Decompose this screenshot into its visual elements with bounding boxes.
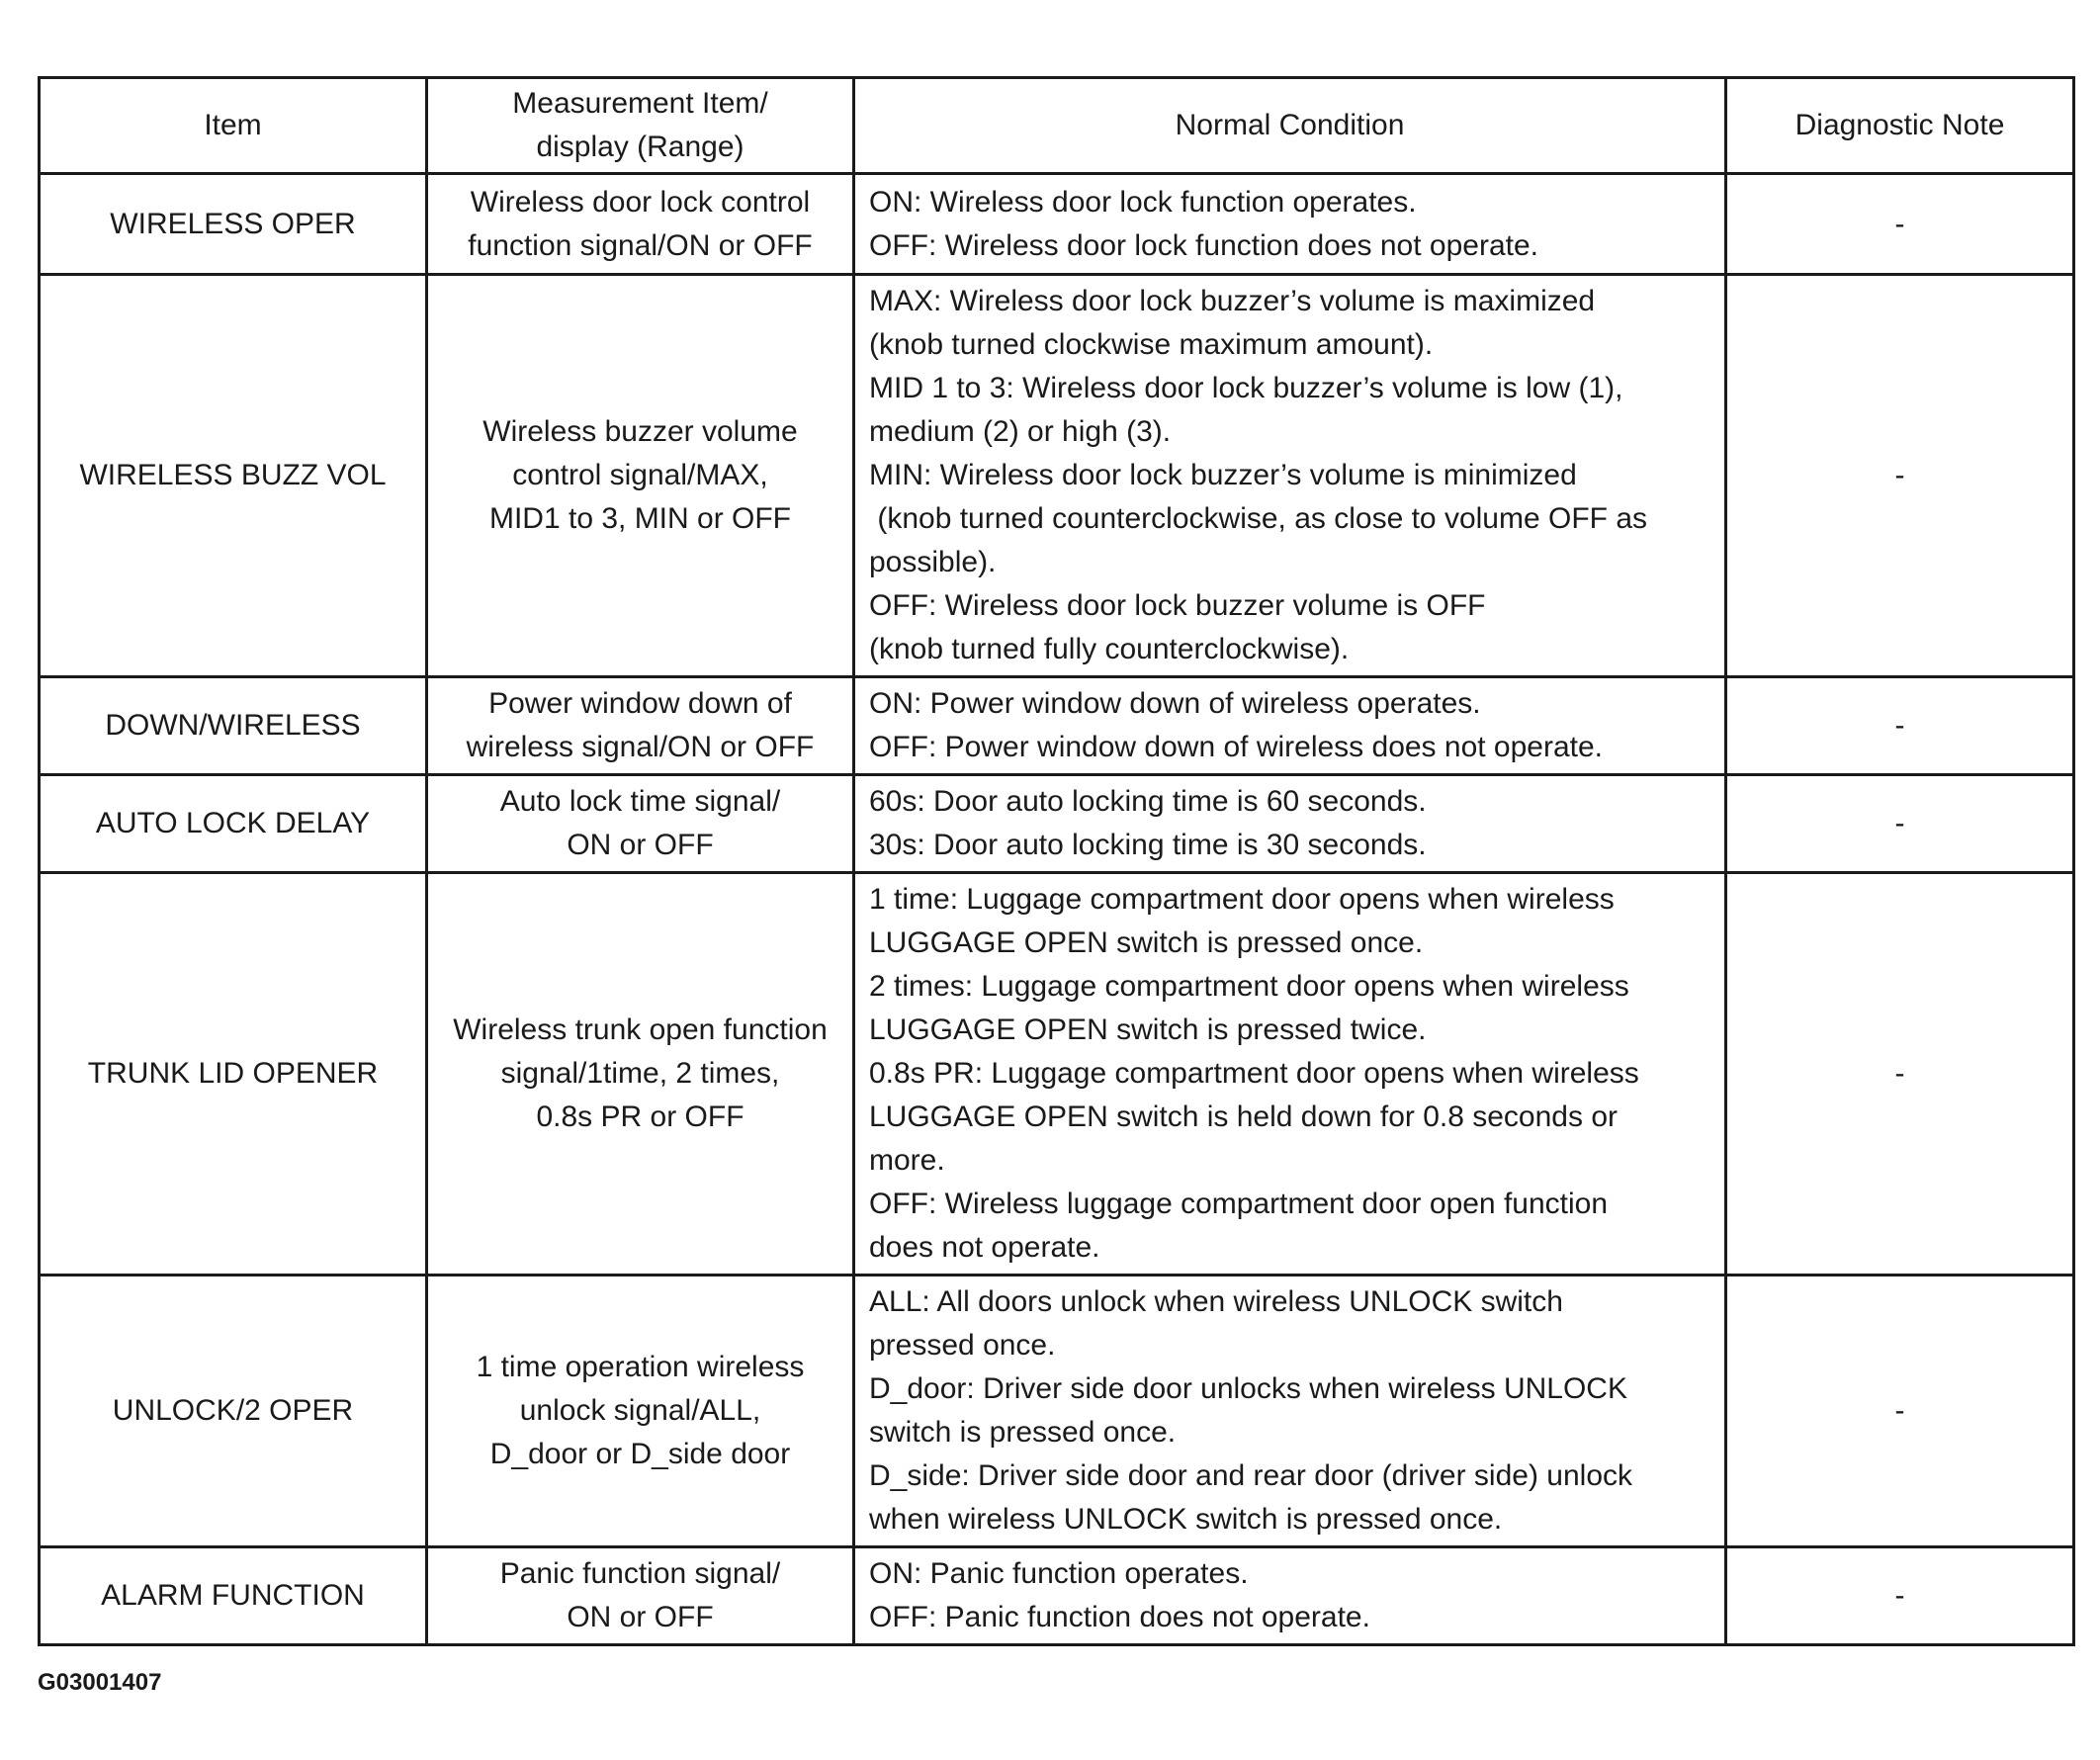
condition-line: 0.8s PR: Luggage compartment door opens when wireless: [869, 1057, 1639, 1090]
condition-line: 30s: Door auto locking time is 30 seconds.: [869, 829, 1427, 861]
condition-line: MID 1 to 3: Wireless door lock buzzer’s volume is low (1),: [869, 372, 1623, 404]
measurement-line: unlock signal/ALL,: [519, 1394, 761, 1427]
table-row: [40, 1276, 2074, 1547]
table-row: [40, 775, 2074, 873]
header-measurement: [427, 78, 854, 174]
spec-table-container: [38, 76, 2072, 1646]
cell-measurement: [427, 873, 854, 1276]
measurement-line: MID1 to 3, MIN or OFF: [488, 502, 792, 535]
cell-measurement: [427, 275, 854, 677]
cell-item: WIRELESS OPER: [40, 174, 427, 275]
cell-diagnostic-note: -: [1726, 275, 2074, 677]
cell-measurement: [427, 1547, 854, 1645]
condition-line: ON: Power window down of wireless operates.: [869, 687, 1481, 720]
header-condition: Normal Condition: [854, 78, 1726, 174]
condition-line: MIN: Wireless door lock buzzer’s volume is minimized: [869, 459, 1577, 491]
cell-item: AUTO LOCK DELAY: [40, 775, 427, 873]
measurement-line: Power window down of: [488, 687, 792, 720]
header-note: Diagnostic Note: [1726, 78, 2074, 174]
condition-line: ON: Wireless door lock function operates.: [869, 185, 1417, 219]
condition-line: more.: [869, 1144, 945, 1177]
measurement-line: Panic function signal/: [499, 1557, 781, 1590]
measurement-line: 0.8s PR or OFF: [536, 1100, 744, 1133]
condition-line: OFF: Wireless door lock buzzer volume is OFF: [869, 589, 1486, 622]
condition-line: 1 time: Luggage compartment door opens when wireless: [869, 883, 1615, 916]
measurement-line: Wireless trunk open function: [453, 1013, 828, 1046]
cell-item: UNLOCK/2 OPER: [40, 1276, 427, 1547]
table-row: [40, 174, 2074, 275]
header-measurement-line: Measurement Item/: [512, 87, 768, 120]
cell-item: ALARM FUNCTION: [40, 1547, 427, 1645]
cell-diagnostic-note: -: [1726, 174, 2074, 275]
cell-diagnostic-note: -: [1726, 1547, 2074, 1645]
condition-line: OFF: Panic function does not operate.: [869, 1601, 1370, 1633]
condition-line: D_door: Driver side door unlocks when wireless UNLOCK: [869, 1372, 1627, 1405]
measurement-line: function signal/ON or OFF: [468, 228, 813, 262]
table-row: [40, 677, 2074, 775]
cell-condition: [854, 1547, 1726, 1645]
condition-line: ALL: All doors unlock when wireless UNLOCK switch: [869, 1285, 1563, 1318]
condition-line: pressed once.: [869, 1329, 1056, 1362]
cell-measurement: [427, 677, 854, 775]
condition-line: D_side: Driver side door and rear door (driver side) unlock: [869, 1459, 1633, 1492]
cell-diagnostic-note: -: [1726, 775, 2074, 873]
measurement-line: Wireless door lock control: [470, 185, 811, 219]
measurement-line: D_door or D_side door: [489, 1438, 791, 1470]
measurement-line: ON or OFF: [567, 829, 714, 861]
measurement-line: Auto lock time signal/: [499, 785, 781, 818]
condition-line: (knob turned counterclockwise, as close to volume OFF as: [869, 502, 1648, 535]
figure-id: G03001407: [38, 1669, 162, 1696]
condition-line: MAX: Wireless door lock buzzer’s volume is maximized: [869, 285, 1596, 317]
measurement-line: Wireless buzzer volume: [482, 415, 798, 448]
table-body: [40, 174, 2074, 1645]
condition-line: when wireless UNLOCK switch is pressed once.: [869, 1503, 1503, 1536]
data-monitor-table: [38, 76, 2075, 1646]
condition-line: (knob turned fully counterclockwise).: [869, 633, 1350, 665]
measurement-line: 1 time operation wireless: [476, 1351, 805, 1383]
cell-condition: [854, 677, 1726, 775]
measurement-line: signal/1time, 2 times,: [500, 1057, 780, 1090]
measurement-line: wireless signal/ON or OFF: [466, 731, 815, 763]
cell-condition: [854, 873, 1726, 1276]
cell-condition: [854, 275, 1726, 677]
condition-line: possible).: [869, 546, 997, 578]
cell-condition: [854, 775, 1726, 873]
cell-item: DOWN/WIRELESS: [40, 677, 427, 775]
condition-line: (knob turned clockwise maximum amount).: [869, 328, 1434, 361]
table-row: [40, 1547, 2074, 1645]
cell-diagnostic-note: -: [1726, 677, 2074, 775]
cell-condition: [854, 1276, 1726, 1547]
header-item: Item: [40, 78, 427, 174]
cell-measurement: [427, 775, 854, 873]
condition-line: switch is pressed once.: [869, 1416, 1177, 1449]
condition-line: ON: Panic function operates.: [869, 1557, 1249, 1590]
table-row: [40, 873, 2074, 1276]
cell-item: WIRELESS BUZZ VOL: [40, 275, 427, 677]
condition-line: OFF: Wireless luggage compartment door open function: [869, 1188, 1609, 1220]
condition-line: OFF: Power window down of wireless does not operate.: [869, 731, 1604, 763]
table-header-row: [40, 78, 2074, 174]
measurement-line: ON or OFF: [567, 1601, 714, 1633]
cell-measurement: [427, 1276, 854, 1547]
condition-line: does not operate.: [869, 1231, 1100, 1264]
condition-line: 60s: Door auto locking time is 60 seconds.: [869, 785, 1427, 818]
measurement-line: control signal/MAX,: [512, 459, 768, 491]
table-row: [40, 275, 2074, 677]
cell-measurement: [427, 174, 854, 275]
condition-line: 2 times: Luggage compartment door opens when wireless: [869, 970, 1629, 1003]
cell-item: TRUNK LID OPENER: [40, 873, 427, 1276]
condition-line: LUGGAGE OPEN switch is pressed once.: [869, 926, 1424, 959]
cell-diagnostic-note: -: [1726, 1276, 2074, 1547]
cell-condition: [854, 174, 1726, 275]
condition-line: LUGGAGE OPEN switch is pressed twice.: [869, 1013, 1427, 1046]
header-measurement-line: display (Range): [536, 131, 744, 163]
condition-line: LUGGAGE OPEN switch is held down for 0.8 seconds or: [869, 1100, 1618, 1133]
cell-diagnostic-note: -: [1726, 873, 2074, 1276]
condition-line: OFF: Wireless door lock function does not operate.: [869, 228, 1538, 262]
condition-line: medium (2) or high (3).: [869, 415, 1172, 448]
